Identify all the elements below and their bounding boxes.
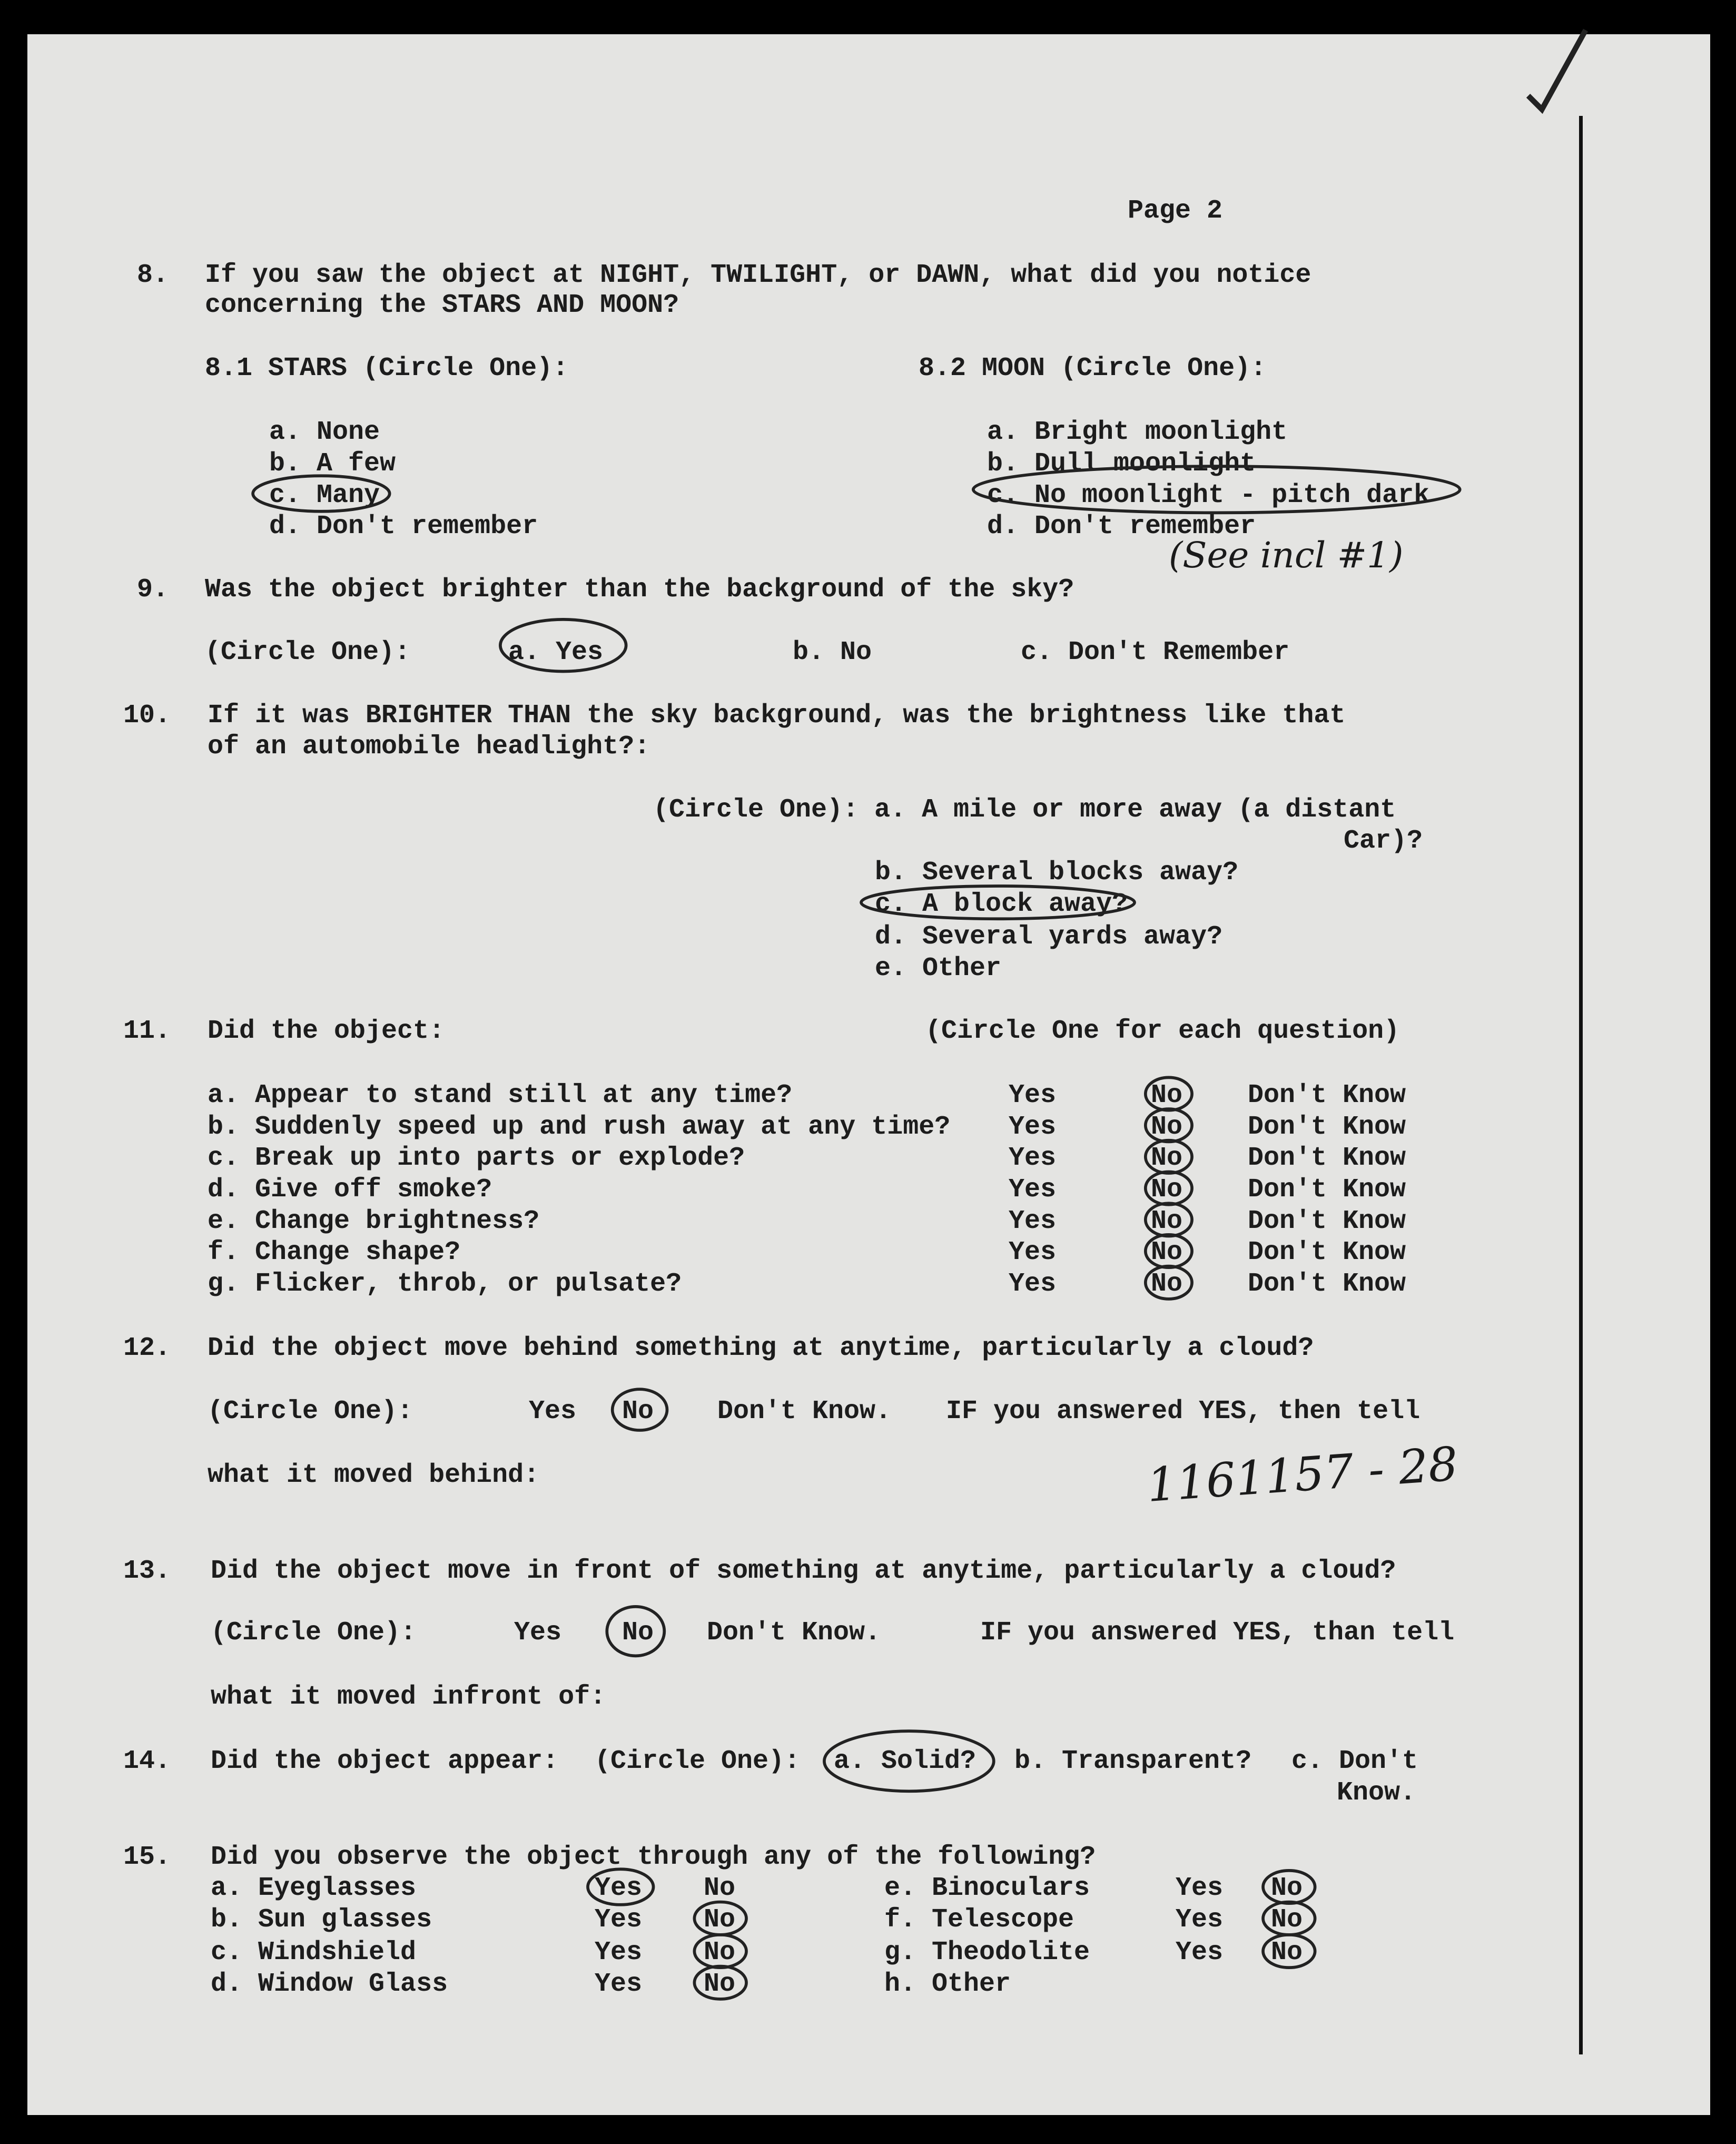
q15-no: No [1271,1873,1303,1903]
q9-option: a. Yes [508,637,604,667]
q11-row-dont-know: Don't Know [1248,1175,1406,1205]
q10-text: If it was BRIGHTER THAN the sky background, was the brightness like that [208,701,1346,731]
q11-row-yes: Yes [1009,1143,1057,1173]
q12-dont-know: Don't Know. [717,1396,892,1427]
q14-option: c. Don't [1291,1746,1418,1776]
q13-prompt: (Circle One): [211,1618,417,1648]
moon-option: c. No moonlight - pitch dark [987,480,1430,510]
q12-follow: IF you answered YES, then tell [946,1396,1421,1427]
q11-row-no: No [1151,1112,1183,1142]
q8-text: If you saw the object at NIGHT, TWILIGHT, or DAWN, what did you notice [205,260,1311,290]
q13-dont-know: Don't Know. [707,1618,881,1648]
q15-no: No [1271,1938,1303,1968]
q15-no: No [1271,1905,1303,1935]
q15-no: No [704,1938,736,1968]
q15-no: No [704,1905,736,1935]
q11-number: 11. [123,1016,171,1046]
moon-option: a. Bright moonlight [987,417,1288,447]
q10-prompt-cont: Car)? [1344,826,1423,856]
q14-text: Did the object appear: [211,1746,559,1776]
q15-yes: Yes [1176,1905,1224,1935]
handwritten-note: (See incl #1) [1168,534,1404,576]
q15-item: f. Telescope [884,1905,1074,1935]
q15-yes: Yes [595,1969,643,1999]
q11-row-question: a. Appear to stand still at any time? [208,1080,793,1110]
margin-line [1579,116,1583,2054]
q14-option: b. Transparent? [1014,1746,1252,1776]
q15-yes: Yes [595,1905,643,1935]
stars-option: b. A few [269,449,396,479]
q13-follow: IF you answered YES, than tell [980,1618,1455,1648]
q15-yes: Yes [1176,1873,1224,1903]
q11-row-question: e. Change brightness? [208,1206,540,1236]
q11-row-no: No [1151,1080,1183,1110]
q15-item: d. Window Glass [211,1969,448,1999]
q10-text-cont: of an automobile headlight?: [208,732,650,762]
paper-sheet [27,34,1710,2115]
q15-item: a. Eyeglasses [211,1873,417,1903]
q15-yes: Yes [1176,1938,1224,1968]
q11-row-yes: Yes [1009,1269,1057,1299]
q11-row-dont-know: Don't Know [1248,1269,1406,1299]
q8-number: 8. [137,260,169,290]
q11-row-question: d. Give off smoke? [208,1175,492,1205]
q13-number: 13. [123,1556,171,1586]
q12-prompt: (Circle One): [208,1396,413,1427]
q10-number: 10. [123,701,171,731]
q15-item: h. Other [884,1969,1011,1999]
q10-prompt: (Circle One): a. A mile or more away (a distant [653,795,1396,825]
page-label: Page 2 [1128,196,1223,226]
q14-prompt: (Circle One): [595,1746,801,1776]
q8-moon-heading: 8.2 MOON (Circle One): [919,353,1267,383]
moon-option: b. Dull moonlight [987,449,1256,479]
q11-prompt: (Circle One for each question) [925,1016,1400,1046]
stars-option: c. Many [269,480,380,510]
q9-number: 9. [137,575,169,605]
q15-number: 15. [123,1842,171,1872]
q11-row-question: g. Flicker, throb, or pulsate? [208,1269,682,1299]
q8-text-cont: concerning the STARS AND MOON? [205,290,679,320]
handwritten-number: 1161157 - 28 [1145,1436,1460,1512]
q14-number: 14. [123,1746,171,1776]
stars-option: d. Don't remember [269,512,538,542]
q11-row-question: f. Change shape? [208,1237,461,1267]
q14-option: a. Solid? [834,1746,976,1776]
q15-no: No [704,1873,736,1903]
q9-text: Was the object brighter than the background of the sky? [205,575,1074,605]
q11-row-dont-know: Don't Know [1248,1112,1406,1142]
q10-option: e. Other [875,953,1002,984]
q12-text: Did the object move behind something at anytime, particularly a cloud? [208,1333,1314,1363]
q8-stars-heading: 8.1 STARS (Circle One): [205,353,569,383]
q9-option: b. No [793,637,872,667]
q15-item: b. Sun glasses [211,1905,432,1935]
q11-row-yes: Yes [1009,1175,1057,1205]
q10-option: d. Several yards away? [875,922,1223,952]
moon-option: d. Don't remember [987,512,1256,542]
q11-row-dont-know: Don't Know [1248,1237,1406,1267]
q11-row-yes: Yes [1009,1206,1057,1236]
q14-option-cont: Know. [1337,1778,1416,1808]
q12-number: 12. [123,1333,171,1363]
q15-yes: Yes [595,1938,643,1968]
q15-item: e. Binoculars [884,1873,1090,1903]
q12-follow-cont: what it moved behind: [208,1460,540,1490]
q11-row-yes: Yes [1009,1237,1057,1267]
q10-option: b. Several blocks away? [875,858,1239,888]
q13-text: Did the object move in front of something at anytime, particularly a cloud? [211,1556,1396,1586]
q15-no: No [704,1969,736,1999]
q11-row-no: No [1151,1269,1183,1299]
q11-row-no: No [1151,1175,1183,1205]
q15-item: g. Theodolite [884,1938,1090,1968]
q13-yes: Yes [514,1618,562,1648]
q12-yes: Yes [529,1396,577,1427]
q10-option: c. A block away? [875,889,1128,919]
stars-option: a. None [269,417,380,447]
q11-row-dont-know: Don't Know [1248,1080,1406,1110]
q11-row-no: No [1151,1237,1183,1267]
q9-prompt: (Circle One): [205,637,411,667]
q13-no: No [622,1618,654,1648]
q15-yes: Yes [595,1873,643,1903]
q15-text: Did you observe the object through any of the following? [211,1842,1096,1872]
q15-item: c. Windshield [211,1938,417,1968]
q11-row-yes: Yes [1009,1080,1057,1110]
q11-text: Did the object: [208,1016,445,1046]
q11-row-question: c. Break up into parts or explode? [208,1143,745,1173]
q11-row-dont-know: Don't Know [1248,1143,1406,1173]
q9-option: c. Don't Remember [1021,637,1290,667]
q12-no: No [622,1396,654,1427]
q11-row-no: No [1151,1143,1183,1173]
q11-row-dont-know: Don't Know [1248,1206,1406,1236]
q13-follow-cont: what it moved infront of: [211,1682,606,1712]
q11-row-yes: Yes [1009,1112,1057,1142]
q11-row-question: b. Suddenly speed up and rush away at any time? [208,1112,951,1142]
q11-row-no: No [1151,1206,1183,1236]
